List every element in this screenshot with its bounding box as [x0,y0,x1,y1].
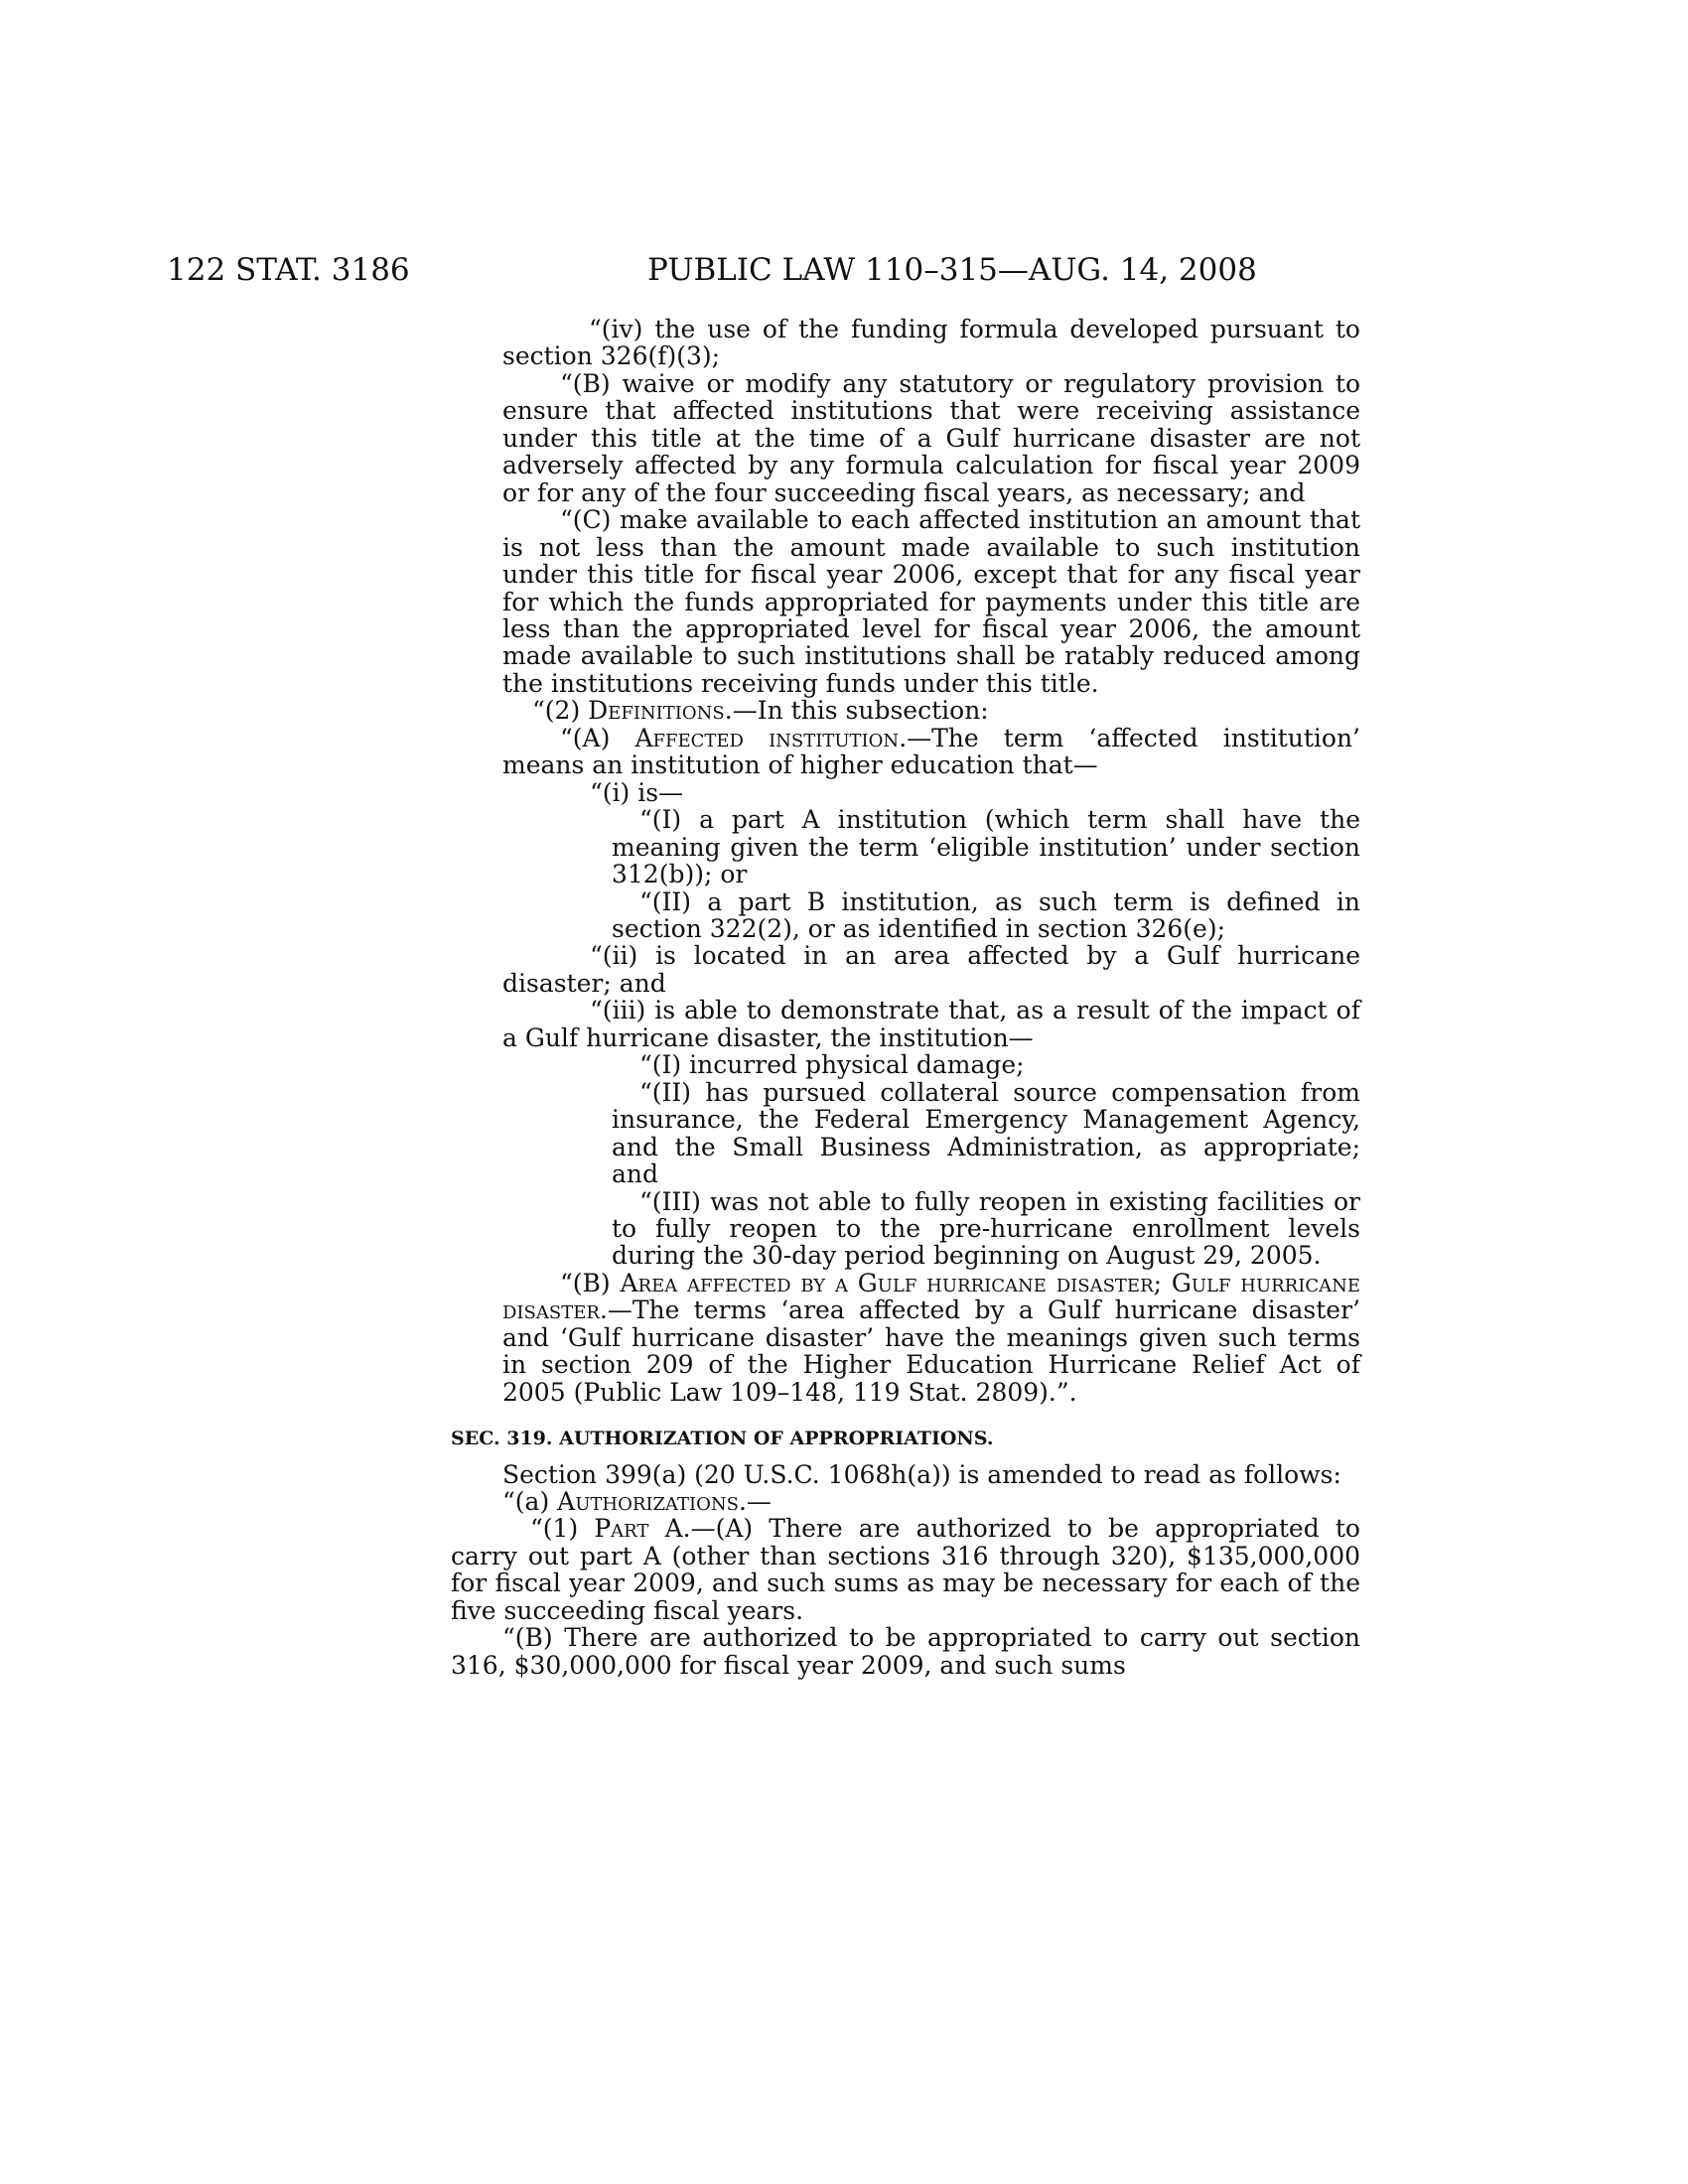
paragraph-caption: Area affected by a Gulf hurricane disaster; Gulf hurricane disaster [502,1268,1361,1325]
paragraph-text: .—In this subsection: [724,696,989,726]
paragraph-iv-funding-formula [502,316,1360,370]
paragraph-II-part-b [502,888,1360,943]
statute-reference: 122 STAT. 3186 [167,252,410,288]
paragraph-text: .—(A) There are authorized to be appropriated to carry out part A (other than sections 316 through 320), $135,000,000 for fiscal year 2009, and such sums as may be necessary for each of the five succeeding fiscal years. [451,1514,1360,1625]
paragraph-2-definitions [502,697,1360,724]
paragraph-iii-demonstrate [502,997,1360,1051]
paragraph-a-affected-institution [502,725,1360,779]
paragraph-b-section-316 [451,1624,1360,1679]
paragraph-text: “(i) is— [590,777,684,807]
paragraph-III-reopen [502,1188,1360,1270]
paragraph-text: “(iv) the use of the funding formula developed pursuant to section 326(f)(3); [502,315,1360,371]
paragraph-caption: Part A [594,1514,683,1544]
paragraph-text: .— [738,1487,772,1517]
paragraph-a-authorizations [502,1488,1360,1515]
paragraph-i-is [502,779,1360,806]
paragraph-caption: Authorizations [557,1487,739,1517]
paragraph-text: “(B) waive or modify any statutory or regulatory provision to ensure that affected institutions that were receiving assistance under this title at the time of a Gulf hurricane disaster are not adversely affected by any formula calculation for fiscal year 2009 or for any of the four succeeding fiscal years, as necessary; and [502,368,1360,507]
paragraph-number: “(a) [502,1487,558,1517]
paragraph-text: “(iii) is able to demonstrate that, as a result of the impact of a Gulf hurricane disaster, the institution— [502,996,1360,1052]
law-title: PUBLIC LAW 110–315—AUG. 14, 2008 [647,252,1257,288]
paragraph-text: “(I) a part A institution (which term shall have the meaning given the term ‘eligible institution’ under section 312(b)); or [612,805,1360,889]
paragraph-text: Section 399(a) (20 U.S.C. 1068h(a)) is amended to read as follows: [502,1459,1341,1489]
paragraph-I-part-a [502,806,1360,887]
document-body [451,315,1361,1680]
running-head [0,250,1688,290]
paragraph-text: “(C) make available to each affected institution an amount that is not less than the amount made available to such institution under this title for fiscal year 2006, except that for any fiscal year for which the funds appropriated for payments under this title are less than the appropriated level for fiscal year 2006, the amount made available to such institutions shall be ratably reduced among the institutions receiving funds under this title. [502,505,1360,698]
paragraph-number: “(A) [560,723,635,752]
paragraph-text: “(II) has pursued collateral source compensation from insurance, the Federal Emergency Management Agency, and the Small Business Administration, as appropriate; and [612,1077,1360,1189]
paragraph-c-make-available [502,506,1360,697]
section-heading: SEC. 319. AUTHORIZATION OF APPROPRIATIONS. [451,1428,994,1450]
paragraph-I-physical-damage [502,1051,1360,1078]
paragraph-caption: Definitions [588,696,725,726]
paragraph-text: “(III) was not able to fully reopen in existing facilities or to fully reopen to the pre-hurricane enrollment levels during the 30-day period beginning on August 29, 2005. [612,1186,1360,1271]
paragraph-ii-located [502,942,1360,997]
paragraph-number: “(1) [530,1514,595,1544]
paragraph-II-collateral-source [502,1079,1360,1188]
paragraph-b-area-affected [502,1270,1360,1406]
paragraph-section-399a [451,1461,1360,1488]
paragraph-b-waive-modify [502,370,1360,506]
paragraph-text: “(II) a part B institution, as such term is defined in section 322(2), or as identified in section 326(e); [612,887,1360,943]
paragraph-text: “(ii) is located in an area affected by a Gulf hurricane disaster; and [502,941,1360,998]
paragraph-1-part-a [451,1515,1360,1624]
paragraph-number: “(2) [532,696,589,726]
paragraph-text: “(I) incurred physical damage; [639,1050,1025,1080]
paragraph-caption: Affected institution [634,723,900,752]
paragraph-text: .—The term ‘affected institution’ means an institution of higher education that— [502,723,1361,780]
paragraph-number: “(B) [560,1268,621,1297]
paragraph-text: “(B) There are authorized to be appropriated to carry out section 316, $30,000,000 for fiscal year 2009, and such sums [451,1623,1360,1680]
paragraph-text: .—The terms ‘area affected by a Gulf hurricane disaster’ and ‘Gulf hurricane disaster’ have the meanings given such terms in section 209 of the Higher Education Hurricane Relief Act of 2005 (Public Law 109–148, 119 Stat. 2809).”. [502,1296,1360,1407]
